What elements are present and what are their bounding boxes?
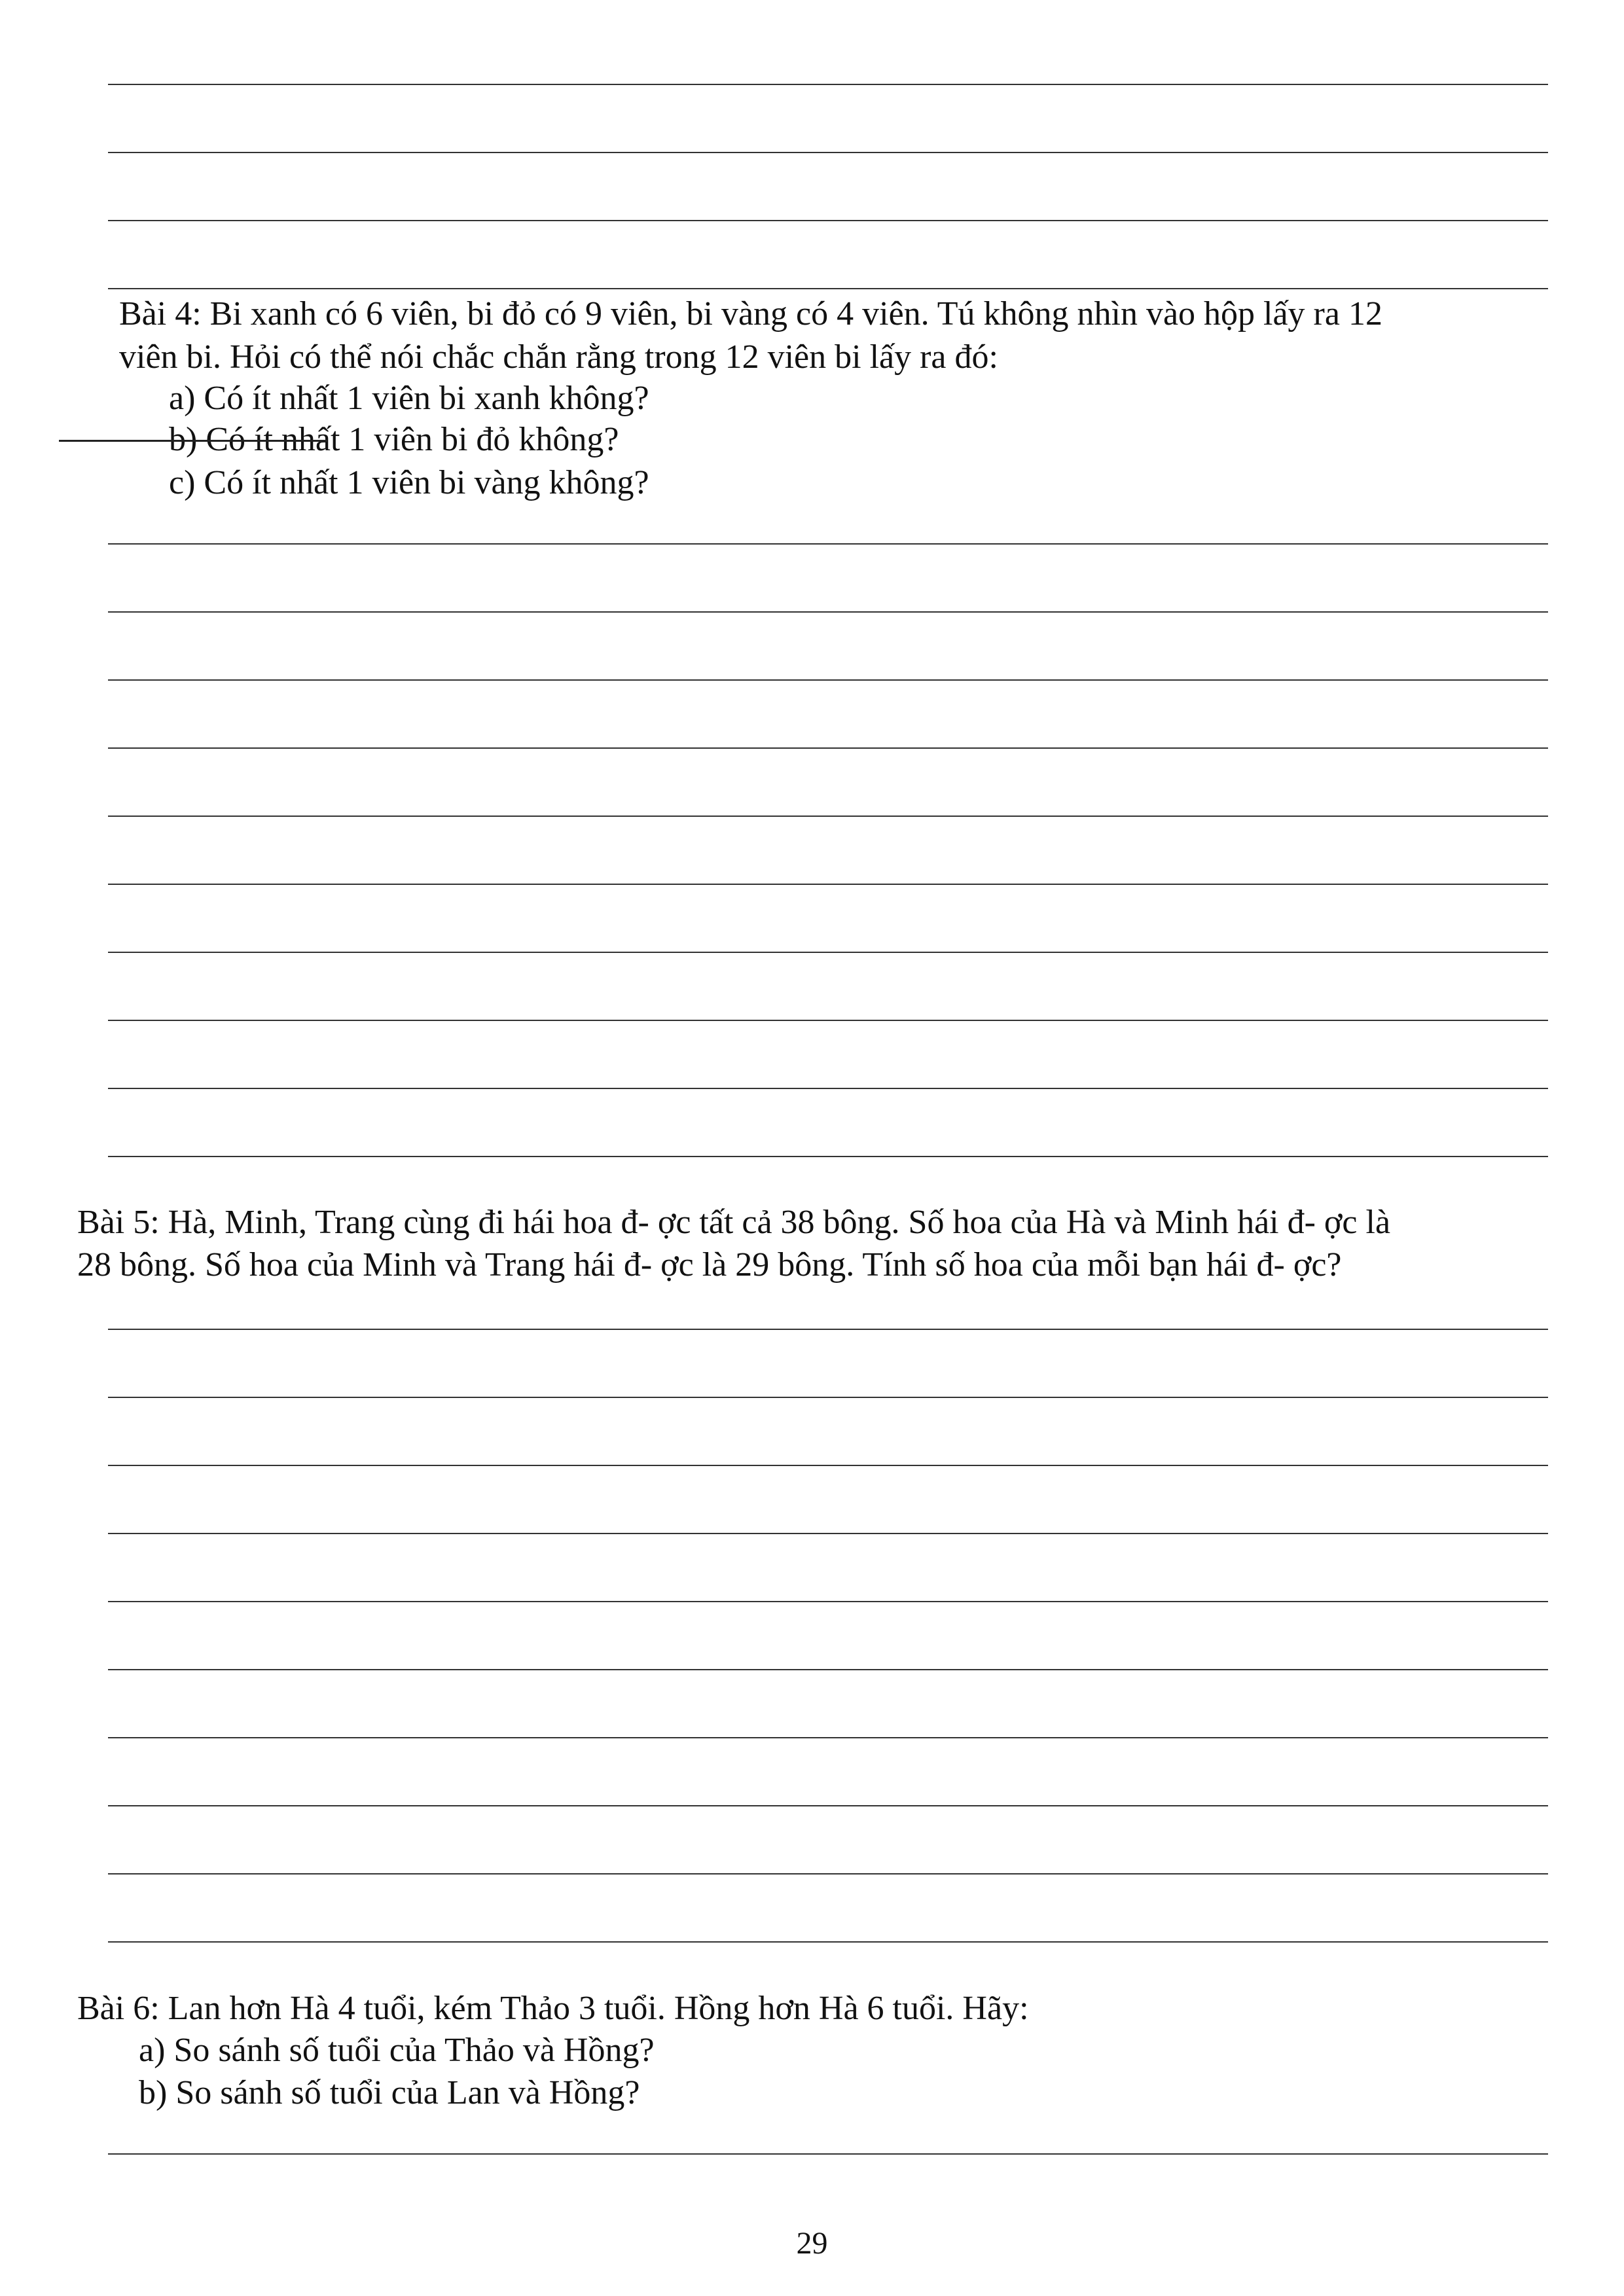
answer-line (108, 1601, 1548, 1602)
problem-4-line-1: Bài 4: Bi xanh có 6 viên, bi đỏ có 9 viên, bi vàng có 4 viên. Tú không nhìn vào hộp lấy ra 12 (119, 295, 1382, 332)
problem-6-item-a: a) So sánh số tuổi của Thảo và Hồng? (139, 2032, 655, 2069)
answer-line (108, 1329, 1548, 1330)
answer-line (108, 884, 1548, 885)
answer-line (108, 1737, 1548, 1738)
answer-line (108, 1941, 1548, 1943)
answer-line (108, 220, 1548, 221)
answer-line (108, 747, 1548, 749)
answer-line (108, 152, 1548, 153)
answer-line (108, 543, 1548, 545)
answer-line (108, 1020, 1548, 1021)
problem-5-line-1: Bài 5: Hà, Minh, Trang cùng đi hái hoa đ- ợc tất cả 38 bông. Số hoa của Hà và Minh hái đ- ợc là (77, 1204, 1391, 1241)
problem-6-line-1: Bài 6: Lan hơn Hà 4 tuổi, kém Thảo 3 tuổi. Hồng hơn Hà 6 tuổi. Hãy: (77, 1990, 1029, 2027)
page-number: 29 (796, 2226, 828, 2261)
answer-line (108, 816, 1548, 817)
problem-4-item-a: a) Có ít nhất 1 viên bi xanh không? (169, 380, 649, 417)
answer-line (108, 679, 1548, 681)
strikethrough-mark (59, 440, 327, 442)
answer-line (108, 1465, 1548, 1466)
answer-line (108, 1805, 1548, 1806)
answer-line (108, 1397, 1548, 1398)
answer-line (108, 952, 1548, 953)
problem-4-line-2: viên bi. Hỏi có thể nói chắc chắn rằng trong 12 viên bi lấy ra đó: (119, 338, 998, 376)
answer-line (108, 1873, 1548, 1874)
problem-5-line-2: 28 bông. Số hoa của Minh và Trang hái đ- ợc là 29 bông. Tính số hoa của mỗi bạn hái đ- ợc? (77, 1246, 1342, 1283)
answer-line (108, 611, 1548, 613)
answer-line (108, 1669, 1548, 1670)
answer-line (108, 1088, 1548, 1089)
problem-4-item-c: c) Có ít nhất 1 viên bi vàng không? (169, 464, 649, 501)
answer-line (108, 84, 1548, 85)
problem-6-item-b: b) So sánh số tuổi của Lan và Hồng? (139, 2074, 640, 2111)
answer-line (108, 1533, 1548, 1534)
answer-line (108, 2153, 1548, 2155)
problem-4-item-b: b) Có ít nhất 1 viên bi đỏ không? (169, 421, 619, 458)
answer-line (108, 1156, 1548, 1157)
answer-line (108, 288, 1548, 289)
